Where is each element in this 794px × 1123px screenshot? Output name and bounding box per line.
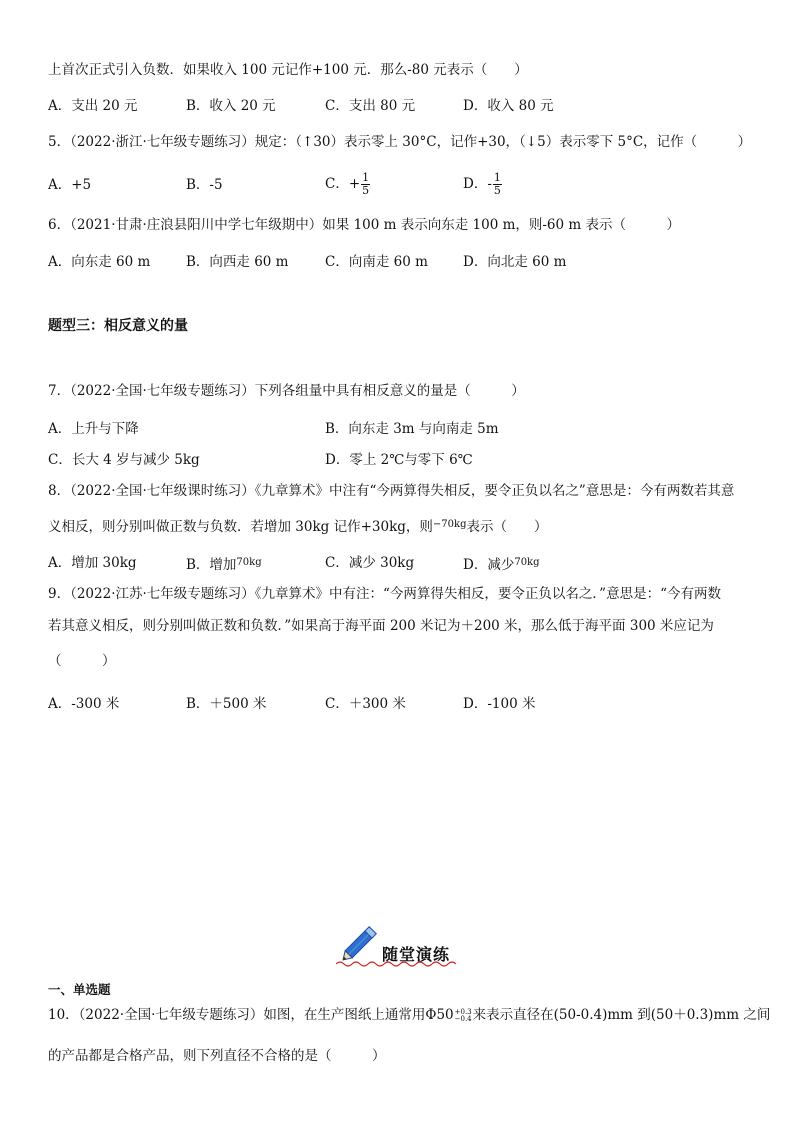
q7-option-d[interactable]: D．零上 2℃与零下 6℃ <box>325 452 473 468</box>
q9-options <box>48 693 748 715</box>
q7-option-a[interactable]: A．上升与下降 <box>48 421 139 437</box>
q10-tolerance <box>455 1009 472 1023</box>
q9-option-b[interactable]: B．＋500 米 <box>186 696 267 712</box>
q9-stem-line2: 若其意义相反，则分别叫做正数和负数．”如果高于海平面 200 米记为＋200 米，那么低于海平面 300 米应记为 <box>48 618 714 634</box>
q7-option-c[interactable]: C．长大 4 岁与减少 5kg <box>48 452 200 468</box>
q7-stem: 7．（2022·全国·七年级专题练习）下列各组量中具有相反意义的量是（ ） <box>48 383 525 399</box>
q7-options-row1 <box>48 418 748 440</box>
q9-option-c[interactable]: C．＋300 米 <box>325 696 406 712</box>
q7-options-row2 <box>48 449 748 471</box>
q8-stem-line2-prefix: 义相反，则分别叫做正数与负数．若增加 30kg 记作+30kg，则 <box>48 519 433 535</box>
tolerance-upper: +0.3 <box>454 1007 472 1016</box>
q8-option-d[interactable] <box>463 552 540 576</box>
q5-option-c-label: C．+ <box>325 176 361 192</box>
q8-option-b-value: 70kg <box>236 557 262 568</box>
q8-option-b[interactable] <box>186 552 262 576</box>
fraction-denominator: 5 <box>493 184 501 197</box>
q4-option-d[interactable]: D．收入 80 元 <box>463 98 554 114</box>
q5-option-d-label: D．- <box>463 176 492 192</box>
q5-option-d[interactable] <box>463 172 502 197</box>
q10-stem-suffix: 来表示直径在(50-0.4)mm 到(50＋0.3)mm 之间 <box>472 1007 771 1023</box>
fraction-numerator: 1 <box>493 171 501 184</box>
q4-options <box>48 95 748 117</box>
tolerance-lower: −0.4 <box>454 1014 472 1023</box>
q10-phi: Φ50 <box>425 1007 454 1023</box>
q6-option-c[interactable]: C．向南走 60 m <box>325 254 428 270</box>
banner-title: 随堂演练 <box>382 945 451 964</box>
q8-stem-line2 <box>48 515 547 537</box>
q8-stem-line2-suffix: 表示（ ） <box>466 519 548 535</box>
q9-option-d[interactable]: D．-100 米 <box>463 696 536 712</box>
q6-stem: 6．（2021·甘肃·庄浪县阳川中学七年级期中）如果 100 m 表示向东走 100 m，则-60 m 表示（ ） <box>48 217 680 233</box>
section-title: 题型三：相反意义的量 <box>48 318 188 334</box>
q9-option-a[interactable]: A．-300 米 <box>48 696 120 712</box>
q5-option-a[interactable]: A．+5 <box>48 177 92 193</box>
q8-option-d-label: D．减少 <box>463 557 515 573</box>
q9-stem-line3: （ ） <box>48 653 116 669</box>
q4-option-a[interactable]: A．支出 20 元 <box>48 98 138 114</box>
q5-option-b[interactable]: B．-5 <box>186 177 223 193</box>
q5-option-d-fraction <box>493 172 502 197</box>
q5-option-c-fraction <box>361 172 370 197</box>
q8-option-b-label: B．增加 <box>186 557 237 573</box>
practice-banner <box>336 920 466 966</box>
q8-option-a[interactable]: A．增加 30kg <box>48 555 137 571</box>
q6-options <box>48 251 748 273</box>
q4-option-c[interactable]: C．支出 80 元 <box>325 98 416 114</box>
q9-stem-line1: 9．（2022·江苏·七年级专题练习）《九章算术》中有注：“今两算得失相反，要令正负以名之．”意思是：“今有两数 <box>48 586 721 602</box>
q10-stem-line2: 的产品都是合格产品，则下列直径不合格的是（ ） <box>48 1048 386 1064</box>
q7-option-b[interactable]: B．向东走 3m 与向南走 5m <box>325 421 499 437</box>
fraction-numerator: 1 <box>362 171 370 184</box>
fraction-denominator: 5 <box>362 184 370 197</box>
q8-stem-line1: 8．（2022·全国·七年级课时练习）《九章算术》中注有“今两算得失相反，要令正负以名之”意思是：今有两数若其意 <box>48 483 735 499</box>
q10-stem-line1 <box>48 1005 770 1025</box>
q8-option-c[interactable]: C．减少 30kg <box>325 555 415 571</box>
q8-option-d-value: 70kg <box>514 557 540 568</box>
wavy-underline <box>336 960 466 968</box>
q5-option-c[interactable] <box>325 172 370 197</box>
q6-option-d[interactable]: D．向北走 60 m <box>463 254 567 270</box>
q5-stem: 5．（2022·浙江·七年级专题练习）规定：（↑30）表示零上 30°C，记作+30，（↓5）表示零下 5°C，记作（ ） <box>48 134 752 150</box>
sub-heading: 一、单选题 <box>48 982 111 997</box>
q8-options <box>48 552 748 574</box>
q8-stem-value: −70kg <box>432 519 467 530</box>
q4-option-b[interactable]: B．收入 20 元 <box>186 98 276 114</box>
q5-options <box>48 172 748 202</box>
q4-stem: 上首次正式引入负数．如果收入 100 元记作+100 元．那么-80 元表示（ ） <box>48 62 528 78</box>
q10-stem-prefix: 10．（2022·全国·七年级专题练习）如图，在生产图纸上通常用 <box>48 1007 426 1023</box>
q6-option-b[interactable]: B．向西走 60 m <box>186 254 289 270</box>
q6-option-a[interactable]: A．向东走 60 m <box>48 254 151 270</box>
